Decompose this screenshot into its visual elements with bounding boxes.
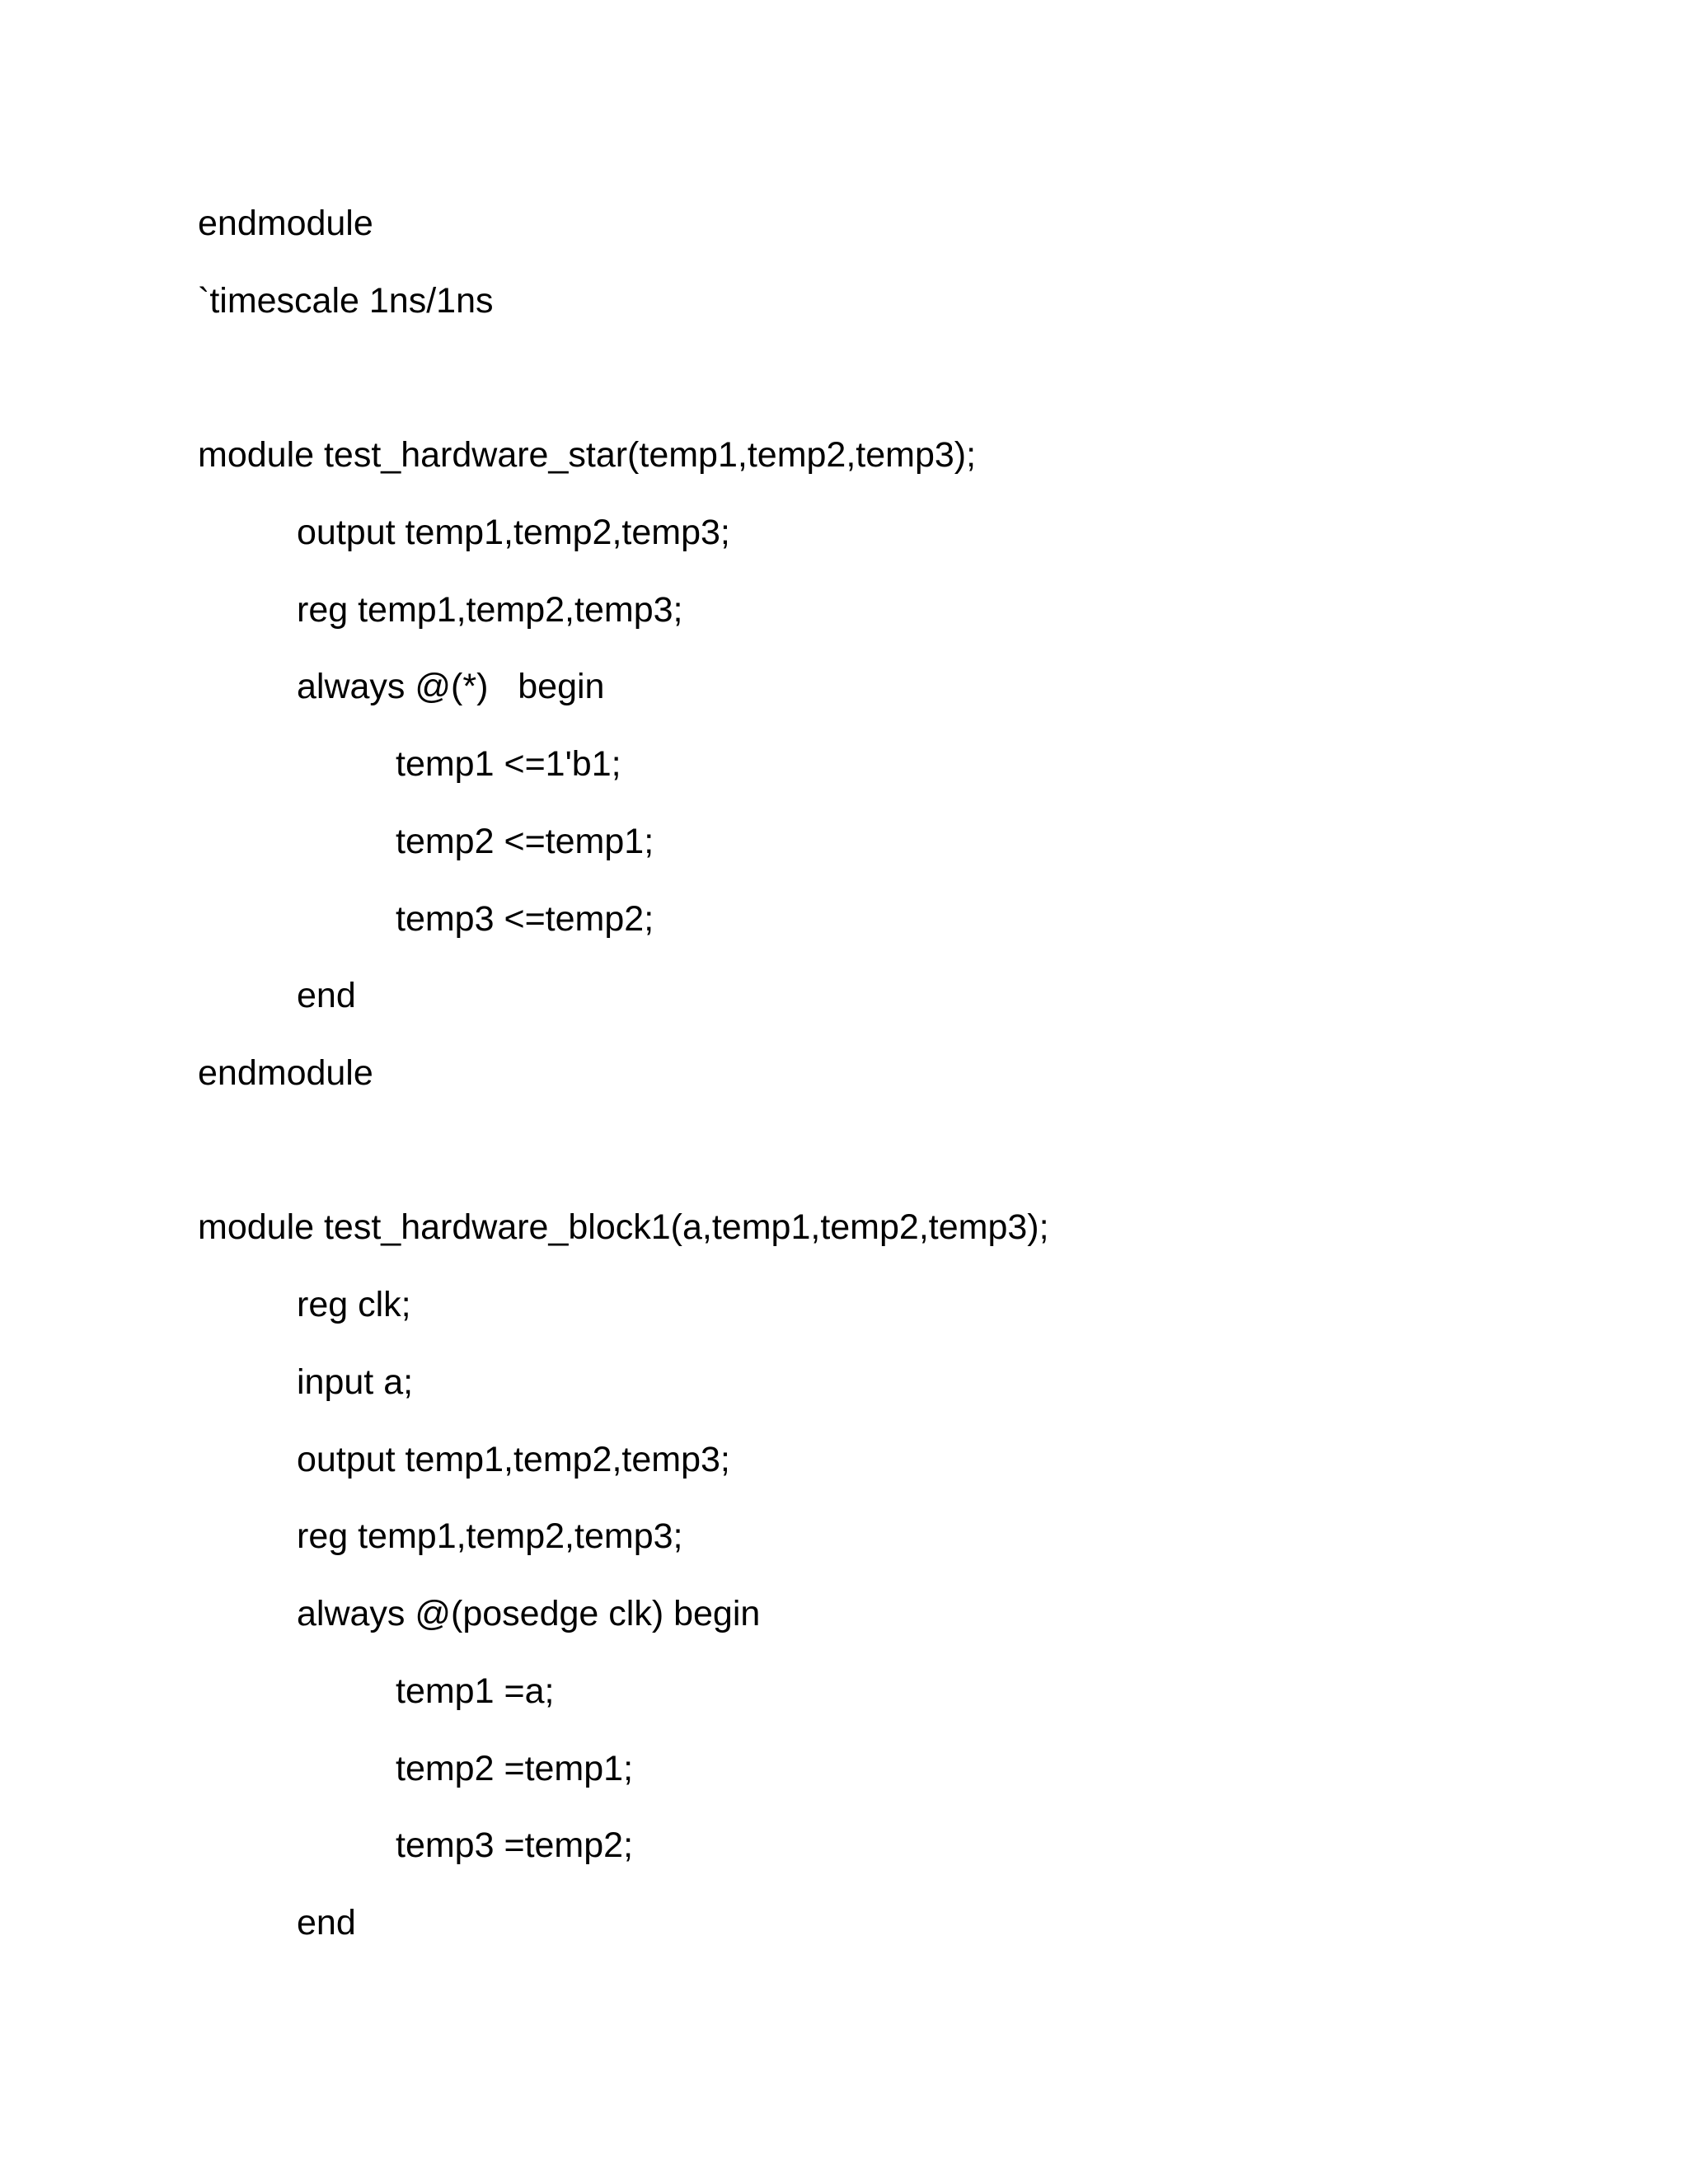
- code-line: reg temp1,temp2,temp3;: [297, 1516, 683, 1556]
- code-line: temp2 <=temp1;: [396, 822, 654, 861]
- code-line: module test_hardware_star(temp1,temp2,temp3);: [198, 435, 977, 475]
- code-line: always @(*) begin: [297, 667, 605, 706]
- code-line: module test_hardware_block1(a,temp1,temp2,temp3);: [198, 1207, 1049, 1247]
- code-line: endmodule: [198, 1053, 373, 1093]
- code-line: input a;: [297, 1362, 414, 1402]
- code-line: output temp1,temp2,temp3;: [297, 513, 730, 552]
- code-line: temp1 =a;: [396, 1671, 555, 1711]
- code-line: temp2 =temp1;: [396, 1749, 634, 1788]
- code-line: reg temp1,temp2,temp3;: [297, 590, 683, 630]
- code-line: always @(posedge clk) begin: [297, 1594, 761, 1633]
- code-line: temp1 <=1'b1;: [396, 744, 621, 784]
- code-line: temp3 =temp2;: [396, 1825, 634, 1865]
- code-line: `timescale 1ns/1ns: [198, 281, 494, 321]
- code-line: temp3 <=temp2;: [396, 899, 654, 939]
- code-line: endmodule: [198, 204, 373, 243]
- code-line: reg clk;: [297, 1285, 411, 1324]
- code-line: end: [297, 1903, 356, 1943]
- code-line: end: [297, 976, 356, 1015]
- code-line: output temp1,temp2,temp3;: [297, 1440, 730, 1479]
